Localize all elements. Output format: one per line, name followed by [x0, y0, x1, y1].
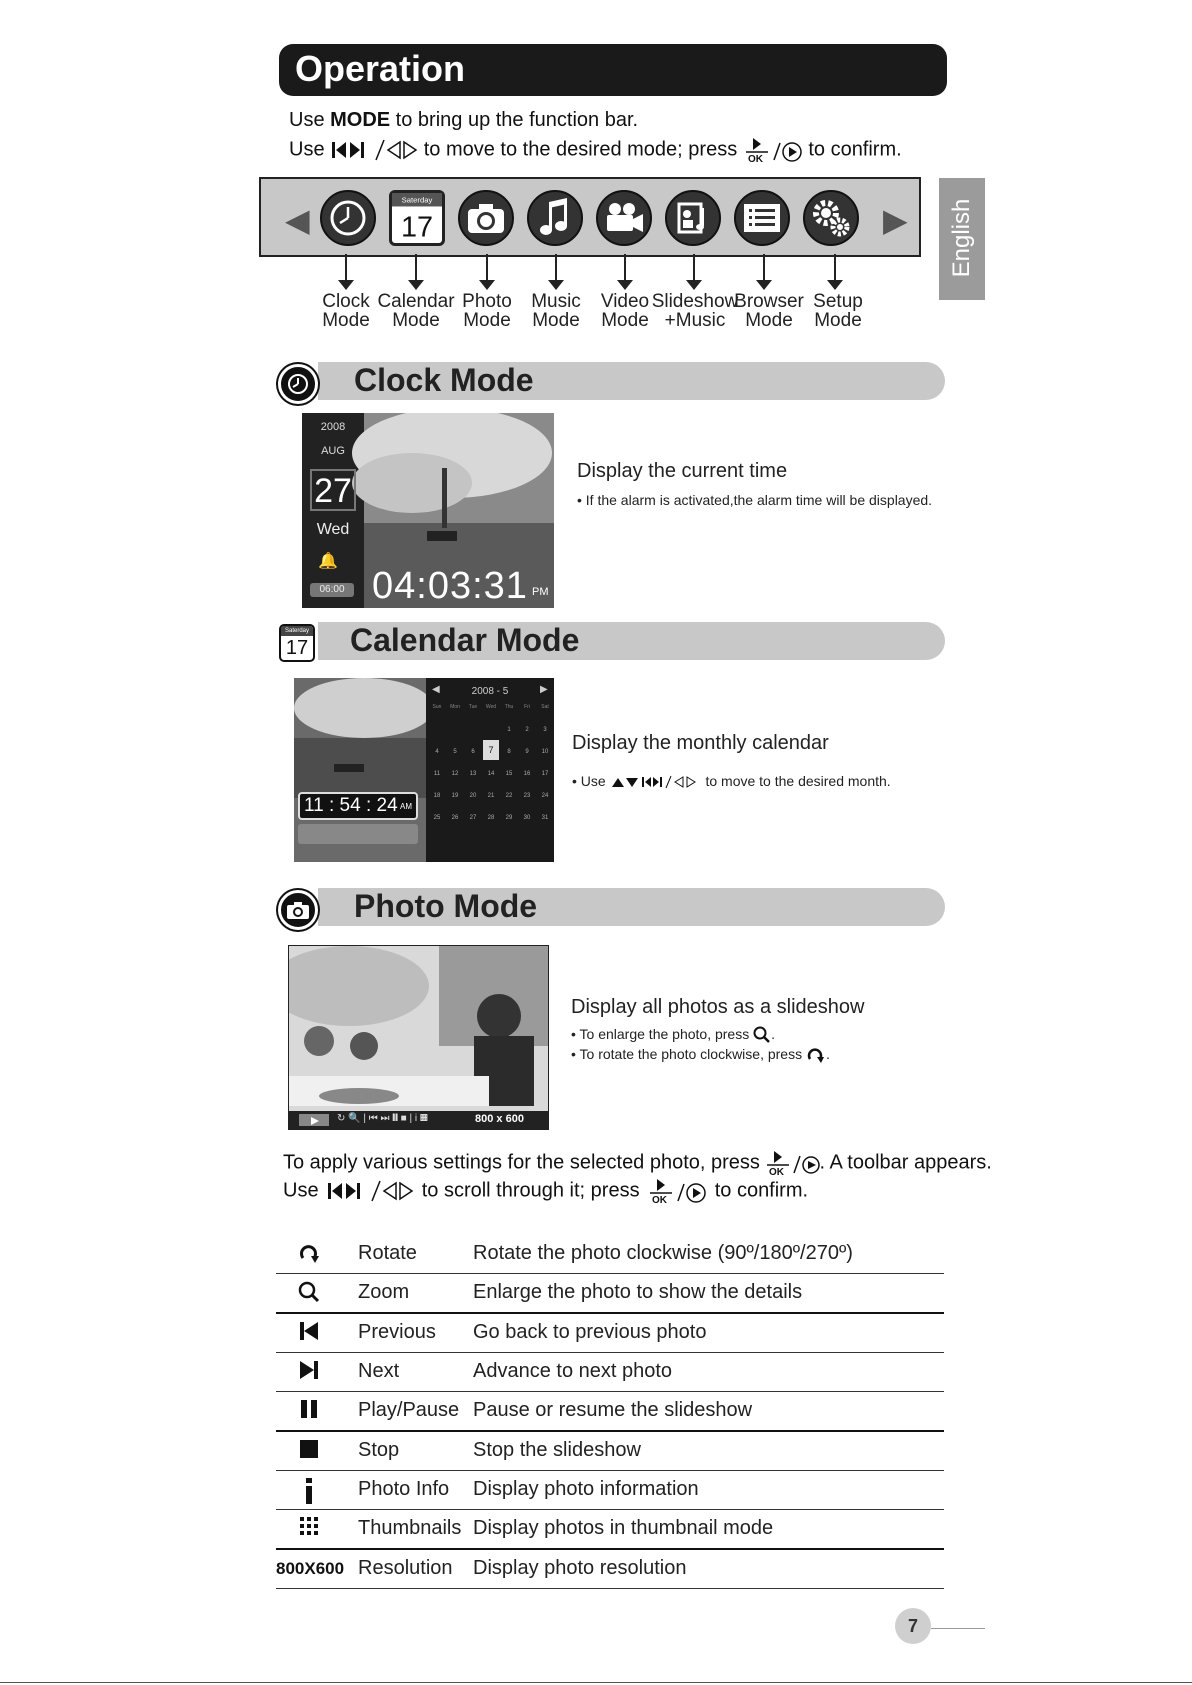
calendar-day[interactable]: 27 — [469, 815, 477, 821]
photo-toolbar-icons: ↻ 🔍 | ⏮ ⏭ ❙❙ ■ | i ▦ — [337, 1113, 428, 1124]
toolbar-item-desc: Rotate the photo clockwise (90º/180º/270º) — [473, 1242, 853, 1264]
next-icon — [276, 1360, 342, 1386]
calendar-day[interactable]: 29 — [505, 815, 513, 821]
language-tab-label: English — [948, 198, 975, 278]
calendar-note — [572, 773, 891, 790]
list-icon — [734, 190, 790, 246]
resolution-icon: 800X600 — [276, 1559, 345, 1578]
calendar-day[interactable]: 19 — [451, 793, 459, 799]
calendar-note-text: • Use — [572, 773, 606, 789]
calendar-status-bar — [298, 824, 418, 844]
mode-label: Music Mode — [531, 291, 581, 331]
page-number-line — [931, 1628, 985, 1629]
settings-text: to scroll through it; press — [421, 1179, 640, 1202]
calendar-time-box — [298, 792, 418, 820]
mode-label: Browser Mode — [734, 291, 804, 331]
calendar-ampm: AM — [400, 802, 412, 811]
settings-line-1 — [283, 1150, 992, 1176]
toolbar-item-desc: Advance to next photo — [473, 1360, 673, 1382]
zoom-icon — [276, 1281, 342, 1309]
calendar-day[interactable]: 17 — [541, 771, 549, 777]
clock-screenshot — [302, 413, 554, 608]
info-icon — [276, 1478, 342, 1510]
next-month-icon: ▶ — [540, 684, 548, 695]
clock-icon — [278, 364, 318, 404]
clock-time: 04:03:31 — [372, 565, 528, 607]
arrow-down-icon — [834, 254, 836, 282]
calendar-icon — [279, 624, 315, 662]
mode-label: Setup Mode — [813, 291, 863, 331]
intro-line-1 — [289, 109, 638, 132]
video-camera-icon — [596, 190, 652, 246]
calendar-day[interactable]: 2 — [525, 727, 529, 733]
calendar-day[interactable]: 26 — [451, 815, 459, 821]
calendar-month-label: 2008 - 5 — [471, 686, 509, 697]
intro-line-2 — [289, 137, 902, 163]
calendar-day[interactable]: 20 — [469, 793, 477, 799]
mode-label: Clock Mode — [322, 291, 370, 331]
calendar-day[interactable]: 24 — [541, 793, 549, 799]
toolbar-item-desc: Display photo information — [473, 1478, 699, 1500]
calendar-description: Display the monthly calendar — [572, 732, 829, 754]
calendar-day[interactable]: 25 — [433, 815, 441, 821]
zoom-icon — [753, 1026, 771, 1044]
calendar-day[interactable]: 9 — [525, 749, 529, 755]
svg-text:OK: OK — [747, 154, 763, 163]
ok-play-icon — [743, 137, 803, 163]
left-arrow-icon: ◀ — [285, 202, 310, 238]
toolbar-item-name: Resolution — [358, 1557, 453, 1579]
photo-note-text: . — [771, 1026, 775, 1042]
calendar-day[interactable]: 18 — [433, 793, 441, 799]
toolbar-item-name: Photo Info — [358, 1478, 450, 1500]
arrow-down-icon — [763, 254, 765, 282]
photo-resolution: 800 x 600 — [475, 1113, 524, 1125]
table-row — [276, 1470, 944, 1510]
calendar-icon — [389, 190, 445, 246]
mode-keyword: MODE — [330, 109, 391, 131]
toolbar-item-desc: Display photo resolution — [473, 1557, 687, 1579]
gear-icon — [803, 190, 859, 246]
calendar-time: 11 : 54 : 24 — [304, 795, 398, 816]
calendar-day[interactable]: 14 — [487, 771, 495, 777]
calendar-day[interactable]: 31 — [541, 815, 549, 821]
page-title: Operation — [295, 48, 466, 89]
clock-ampm: PM — [532, 586, 549, 598]
photo-screenshot — [288, 945, 549, 1130]
toolbar-item-name: Play/Pause — [358, 1399, 460, 1421]
arrow-down-icon — [555, 254, 557, 282]
photo-description: Display all photos as a slideshow — [571, 996, 865, 1018]
calendar-day-selected[interactable]: 7 — [483, 740, 499, 760]
calendar-day[interactable]: 30 — [523, 815, 531, 821]
stop-icon — [276, 1439, 342, 1465]
calendar-icon-date: 17 — [285, 637, 309, 659]
calendar-day[interactable]: 28 — [487, 815, 495, 821]
settings-text: . A toolbar appears. — [819, 1151, 992, 1174]
section-title-calendar: Calendar Mode — [350, 622, 580, 658]
settings-text: to confirm. — [714, 1179, 809, 1202]
calendar-icon-day: Saterday — [401, 195, 433, 205]
alarm-bell-icon: 🔔 — [318, 553, 338, 570]
intro-text: Use — [289, 138, 325, 161]
language-tab — [939, 178, 985, 300]
photo-note-text: • To rotate the photo clockwise, press — [571, 1046, 803, 1062]
table-row — [276, 1549, 944, 1589]
clock-month: AUG — [321, 445, 345, 457]
clock-day: 27 — [310, 469, 356, 511]
mode-label: Video Mode — [600, 291, 650, 331]
rotate-icon — [276, 1242, 342, 1270]
rotate-icon — [806, 1046, 826, 1064]
mode-label: Photo Mode — [462, 291, 512, 331]
arrow-down-icon — [693, 254, 695, 282]
mode-label: Slideshow +Music — [651, 291, 739, 331]
calendar-weekday: Fri — [524, 704, 530, 710]
clock-weekday: Wed — [316, 521, 350, 538]
music-note-icon — [527, 190, 583, 246]
calendar-weekday: Wed — [485, 704, 497, 710]
calendar-day[interactable]: 4 — [435, 749, 439, 755]
toolbar-item-name: Previous — [358, 1321, 436, 1343]
table-row — [276, 1431, 944, 1471]
play-button[interactable] — [299, 1114, 329, 1126]
clock-icon — [320, 190, 376, 246]
bottom-divider — [0, 1682, 1192, 1683]
camera-icon — [278, 890, 318, 930]
photo-note-text: • To enlarge the photo, press — [571, 1026, 750, 1042]
calendar-day[interactable]: 11 — [433, 771, 441, 777]
table-row — [276, 1391, 944, 1432]
calendar-day[interactable]: 10 — [541, 749, 549, 755]
calendar-day[interactable]: 12 — [451, 771, 459, 777]
calendar-day[interactable]: 15 — [505, 771, 513, 777]
calendar-day[interactable]: 1 — [507, 727, 511, 733]
calendar-icon-day: Saterday — [281, 626, 313, 636]
section-title-photo: Photo Mode — [354, 888, 538, 924]
svg-text:OK: OK — [652, 1195, 668, 1204]
calendar-day[interactable]: 8 — [507, 749, 511, 755]
function-bar — [259, 177, 921, 257]
toolbar-item-name: Stop — [358, 1439, 400, 1461]
pause-icon — [276, 1399, 342, 1425]
clock-note: • If the alarm is activated,the alarm time will be displayed. — [577, 492, 933, 508]
prev-next-left-right-icon — [324, 1179, 416, 1203]
calendar-weekday: Mon — [450, 704, 460, 710]
calendar-day[interactable]: 6 — [471, 749, 475, 755]
section-header-operation — [279, 44, 947, 96]
intro-text: to move to the desired mode; press — [423, 138, 738, 161]
svg-text:OK: OK — [768, 1167, 784, 1176]
toolbar-item-name: Thumbnails — [358, 1517, 462, 1539]
thumbnails-icon — [276, 1517, 342, 1541]
intro-text: to confirm. — [808, 138, 902, 161]
slideshow-music-icon — [665, 190, 721, 246]
photo-note-zoom — [571, 1026, 775, 1044]
calendar-day[interactable]: 23 — [523, 793, 531, 799]
toolbar-item-desc: Go back to previous photo — [473, 1321, 707, 1343]
intro-text: to bring up the function bar. — [390, 109, 639, 131]
mode-label: Calendar Mode — [377, 291, 455, 331]
prev-month-icon: ◀ — [432, 684, 440, 695]
photo-note-text: . — [826, 1046, 830, 1062]
table-row — [276, 1509, 944, 1550]
up-down-prev-next-icon — [610, 774, 702, 790]
arrow-down-icon — [345, 254, 347, 282]
toolbar-item-desc: Stop the slideshow — [473, 1439, 641, 1461]
clock-year: 2008 — [320, 421, 346, 433]
page-number: 7 — [895, 1608, 931, 1644]
calendar-day[interactable]: 5 — [453, 749, 457, 755]
toolbar-item-name: Zoom — [358, 1281, 410, 1303]
right-arrow-icon: ▶ — [883, 202, 908, 238]
calendar-day[interactable]: 22 — [505, 793, 513, 799]
prev-next-left-right-icon — [330, 138, 418, 162]
table-row — [276, 1273, 944, 1314]
calendar-weekday: Sun — [432, 704, 442, 710]
calendar-note-text: to move to the desired month. — [705, 773, 891, 789]
calendar-screenshot — [294, 678, 554, 862]
clock-description: Display the current time — [577, 460, 788, 482]
toolbar-item-desc: Display photos in thumbnail mode — [473, 1517, 774, 1539]
photo-note-rotate — [571, 1046, 830, 1064]
alarm-time: 06:00 — [310, 583, 354, 597]
ok-play-icon — [645, 1178, 709, 1204]
arrow-down-icon — [486, 254, 488, 282]
arrow-down-icon — [415, 254, 417, 282]
toolbar-item-desc: Pause or resume the slideshow — [473, 1399, 753, 1421]
calendar-weekday: Thu — [504, 704, 514, 710]
calendar-day[interactable]: 13 — [469, 771, 477, 777]
settings-line-2 — [283, 1178, 808, 1204]
toolbar-item-desc: Enlarge the photo to show the details — [473, 1281, 803, 1303]
calendar-icon-date: 17 — [400, 211, 434, 244]
ok-play-icon — [766, 1150, 820, 1176]
table-row — [276, 1313, 944, 1353]
camera-icon — [458, 190, 514, 246]
toolbar-item-name: Rotate — [358, 1242, 417, 1264]
calendar-weekday: Tue — [468, 704, 478, 710]
toolbar-item-name: Next — [358, 1360, 400, 1382]
calendar-day[interactable]: 16 — [523, 771, 531, 777]
calendar-day[interactable]: 21 — [487, 793, 495, 799]
settings-text: To apply various settings for the selected photo, press — [283, 1151, 760, 1174]
previous-icon — [276, 1321, 342, 1347]
section-title-clock: Clock Mode — [354, 362, 534, 398]
calendar-grid — [428, 704, 554, 854]
intro-text: Use — [289, 109, 331, 131]
table-row — [276, 1352, 944, 1392]
calendar-day[interactable]: 3 — [543, 727, 547, 733]
table-row — [276, 1234, 944, 1274]
settings-text: Use — [283, 1179, 319, 1202]
calendar-weekday: Sat — [541, 704, 549, 710]
arrow-down-icon — [624, 254, 626, 282]
